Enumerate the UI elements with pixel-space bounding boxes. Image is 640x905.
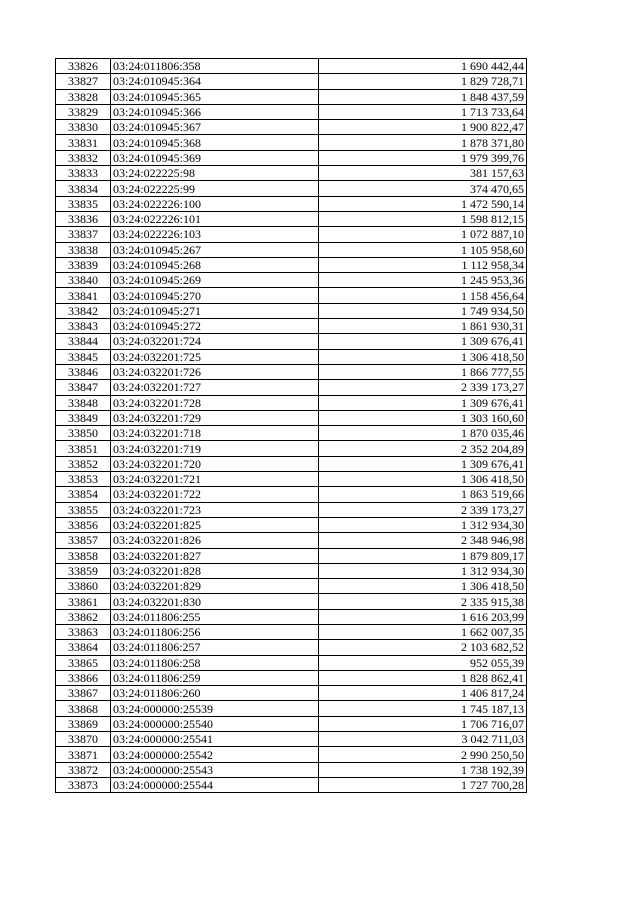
- cadastral-number-cell: 03:24:010945:366: [111, 104, 319, 119]
- row-number-cell: 33858: [56, 548, 111, 563]
- cadastral-value-cell: 1 745 187,13: [319, 701, 527, 716]
- cadastral-value-cell: 1 616 203,99: [319, 609, 527, 624]
- table-row: [56, 670, 527, 685]
- cadastral-number-cell: 03:24:032201:728: [111, 395, 319, 410]
- row-number-cell: 33841: [56, 288, 111, 303]
- row-number-cell: 33867: [56, 686, 111, 701]
- table-row: [56, 762, 527, 777]
- cadastral-value-cell: 1 303 160,60: [319, 410, 527, 425]
- cadastral-number-cell: 03:24:032201:723: [111, 502, 319, 517]
- row-number-cell: 33845: [56, 349, 111, 364]
- cadastral-number-cell: 03:24:011806:255: [111, 609, 319, 624]
- table-row: [56, 732, 527, 747]
- table-row: [56, 120, 527, 135]
- cadastral-number-cell: 03:24:000000:25542: [111, 747, 319, 762]
- cadastral-number-cell: 03:24:032201:727: [111, 380, 319, 395]
- cadastral-value-cell: 1 829 728,71: [319, 74, 527, 89]
- cadastral-number-cell: 03:24:000000:25543: [111, 762, 319, 777]
- row-number-cell: 33860: [56, 579, 111, 594]
- row-number-cell: 33838: [56, 242, 111, 257]
- row-number-cell: 33863: [56, 624, 111, 639]
- table-row: [56, 196, 527, 211]
- table-row: [56, 273, 527, 288]
- table-row: [56, 150, 527, 165]
- cadastral-value-cell: 1 979 399,76: [319, 150, 527, 165]
- cadastral-number-cell: 03:24:010945:365: [111, 89, 319, 104]
- row-number-cell: 33856: [56, 517, 111, 532]
- row-number-cell: 33839: [56, 257, 111, 272]
- cadastral-number-cell: 03:24:010945:267: [111, 242, 319, 257]
- table-row: [56, 181, 527, 196]
- cadastral-value-cell: 1 598 812,15: [319, 211, 527, 226]
- table-row: [56, 426, 527, 441]
- row-number-cell: 33857: [56, 533, 111, 548]
- cadastral-value-cell: 1 112 958,34: [319, 257, 527, 272]
- table-row: [56, 334, 527, 349]
- cadastral-value-cell: 2 990 250,50: [319, 747, 527, 762]
- cadastral-number-cell: 03:24:032201:718: [111, 426, 319, 441]
- table-row: [56, 594, 527, 609]
- cadastral-value-cell: 952 055,39: [319, 655, 527, 670]
- cadastral-number-cell: 03:24:011806:260: [111, 686, 319, 701]
- row-number-cell: 33862: [56, 609, 111, 624]
- cadastral-number-cell: 03:24:022225:98: [111, 166, 319, 181]
- cadastral-number-cell: 03:24:022225:99: [111, 181, 319, 196]
- cadastral-value-cell: 1 406 817,24: [319, 686, 527, 701]
- row-number-cell: 33834: [56, 181, 111, 196]
- table-row: [56, 624, 527, 639]
- cadastral-value-cell: 1 727 700,28: [319, 777, 527, 792]
- cadastral-number-cell: 03:24:010945:368: [111, 135, 319, 150]
- cadastral-value-cell: 1 828 862,41: [319, 670, 527, 685]
- cadastral-value-cell: 1 866 777,55: [319, 364, 527, 379]
- cadastral-number-cell: 03:24:010945:367: [111, 120, 319, 135]
- cadastral-value-cell: 1 738 192,39: [319, 762, 527, 777]
- row-number-cell: 33831: [56, 135, 111, 150]
- row-number-cell: 33864: [56, 640, 111, 655]
- row-number-cell: 33840: [56, 273, 111, 288]
- row-number-cell: 33854: [56, 487, 111, 502]
- table-row: [56, 563, 527, 578]
- cadastral-number-cell: 03:24:011806:256: [111, 624, 319, 639]
- cadastral-number-cell: 03:24:011806:259: [111, 670, 319, 685]
- cadastral-value-cell: 2 335 915,38: [319, 594, 527, 609]
- table-row: [56, 701, 527, 716]
- cadastral-number-cell: 03:24:010945:271: [111, 303, 319, 318]
- table-row: [56, 395, 527, 410]
- row-number-cell: 33872: [56, 762, 111, 777]
- row-number-cell: 33853: [56, 472, 111, 487]
- row-number-cell: 33844: [56, 334, 111, 349]
- cadastral-number-cell: 03:24:032201:826: [111, 533, 319, 548]
- cadastral-value-cell: 1 472 590,14: [319, 196, 527, 211]
- row-number-cell: 33873: [56, 777, 111, 792]
- cadastral-value-cell: 1 309 676,41: [319, 395, 527, 410]
- cadastral-value-table: [55, 58, 527, 793]
- cadastral-number-cell: 03:24:010945:364: [111, 74, 319, 89]
- cadastral-number-cell: 03:24:032201:729: [111, 410, 319, 425]
- cadastral-value-cell: 1 879 809,17: [319, 548, 527, 563]
- cadastral-value-cell: 1 072 887,10: [319, 227, 527, 242]
- table-row: [56, 517, 527, 532]
- cadastral-value-cell: 1 690 442,44: [319, 59, 527, 74]
- cadastral-number-cell: 03:24:032201:724: [111, 334, 319, 349]
- row-number-cell: 33861: [56, 594, 111, 609]
- table-row: [56, 487, 527, 502]
- cadastral-number-cell: 03:24:022226:103: [111, 227, 319, 242]
- table-row: [56, 655, 527, 670]
- table-row: [56, 211, 527, 226]
- row-number-cell: 33835: [56, 196, 111, 211]
- cadastral-value-cell: 1 900 822,47: [319, 120, 527, 135]
- cadastral-number-cell: 03:24:032201:825: [111, 517, 319, 532]
- cadastral-number-cell: 03:24:032201:722: [111, 487, 319, 502]
- cadastral-number-cell: 03:24:000000:25541: [111, 732, 319, 747]
- table-row: [56, 533, 527, 548]
- cadastral-value-cell: 1 158 456,64: [319, 288, 527, 303]
- cadastral-value-cell: 1 662 007,35: [319, 624, 527, 639]
- table-row: [56, 349, 527, 364]
- row-number-cell: 33829: [56, 104, 111, 119]
- row-number-cell: 33843: [56, 319, 111, 334]
- cadastral-value-cell: 1 306 418,50: [319, 579, 527, 594]
- cadastral-value-cell: 1 706 716,07: [319, 716, 527, 731]
- cadastral-number-cell: 03:24:010945:369: [111, 150, 319, 165]
- table-row: [56, 59, 527, 74]
- table-row: [56, 74, 527, 89]
- table-row: [56, 686, 527, 701]
- cadastral-number-cell: 03:24:032201:830: [111, 594, 319, 609]
- row-number-cell: 33826: [56, 59, 111, 74]
- row-number-cell: 33871: [56, 747, 111, 762]
- row-number-cell: 33866: [56, 670, 111, 685]
- cadastral-value-cell: 1 713 733,64: [319, 104, 527, 119]
- cadastral-number-cell: 03:24:022226:101: [111, 211, 319, 226]
- row-number-cell: 33850: [56, 426, 111, 441]
- row-number-cell: 33833: [56, 166, 111, 181]
- cadastral-number-cell: 03:24:032201:719: [111, 441, 319, 456]
- table-row: [56, 441, 527, 456]
- cadastral-number-cell: 03:24:000000:25544: [111, 777, 319, 792]
- table-row: [56, 380, 527, 395]
- cadastral-value-cell: 2 348 946,98: [319, 533, 527, 548]
- row-number-cell: 33848: [56, 395, 111, 410]
- cadastral-value-cell: 2 352 204,89: [319, 441, 527, 456]
- cadastral-number-cell: 03:24:032201:721: [111, 472, 319, 487]
- cadastral-number-cell: 03:24:032201:720: [111, 456, 319, 471]
- cadastral-value-cell: 1 749 934,50: [319, 303, 527, 318]
- row-number-cell: 33832: [56, 150, 111, 165]
- cadastral-number-cell: 03:24:011806:258: [111, 655, 319, 670]
- cadastral-number-cell: 03:24:010945:272: [111, 319, 319, 334]
- cadastral-number-cell: 03:24:022226:100: [111, 196, 319, 211]
- cadastral-value-cell: 2 103 682,52: [319, 640, 527, 655]
- row-number-cell: 33855: [56, 502, 111, 517]
- cadastral-value-cell: 1 105 958,60: [319, 242, 527, 257]
- table-row: [56, 777, 527, 792]
- table-row: [56, 166, 527, 181]
- table-row: [56, 135, 527, 150]
- table-row: [56, 472, 527, 487]
- cadastral-value-cell: 2 339 173,27: [319, 380, 527, 395]
- table-row: [56, 640, 527, 655]
- cadastral-number-cell: 03:24:032201:827: [111, 548, 319, 563]
- cadastral-number-cell: 03:24:000000:25539: [111, 701, 319, 716]
- row-number-cell: 33836: [56, 211, 111, 226]
- row-number-cell: 33870: [56, 732, 111, 747]
- table-row: [56, 242, 527, 257]
- table-row: [56, 89, 527, 104]
- cadastral-value-cell: 1 309 676,41: [319, 334, 527, 349]
- cadastral-number-cell: 03:24:011806:257: [111, 640, 319, 655]
- table-body: [56, 59, 527, 793]
- cadastral-number-cell: 03:24:010945:270: [111, 288, 319, 303]
- table-row: [56, 410, 527, 425]
- table-row: [56, 548, 527, 563]
- row-number-cell: 33865: [56, 655, 111, 670]
- table-row: [56, 579, 527, 594]
- table-row: [56, 747, 527, 762]
- table-row: [56, 364, 527, 379]
- row-number-cell: 33846: [56, 364, 111, 379]
- cadastral-value-cell: 1 870 035,46: [319, 426, 527, 441]
- table-row: [56, 227, 527, 242]
- table-row: [56, 609, 527, 624]
- table-row: [56, 288, 527, 303]
- row-number-cell: 33830: [56, 120, 111, 135]
- row-number-cell: 33869: [56, 716, 111, 731]
- row-number-cell: 33837: [56, 227, 111, 242]
- table-row: [56, 257, 527, 272]
- row-number-cell: 33852: [56, 456, 111, 471]
- cadastral-value-cell: 374 470,65: [319, 181, 527, 196]
- cadastral-value-cell: 1 312 934,30: [319, 517, 527, 532]
- cadastral-value-cell: 1 878 371,80: [319, 135, 527, 150]
- row-number-cell: 33868: [56, 701, 111, 716]
- row-number-cell: 33827: [56, 74, 111, 89]
- cadastral-value-cell: 1 309 676,41: [319, 456, 527, 471]
- cadastral-value-cell: 1 245 953,36: [319, 273, 527, 288]
- row-number-cell: 33847: [56, 380, 111, 395]
- row-number-cell: 33828: [56, 89, 111, 104]
- row-number-cell: 33851: [56, 441, 111, 456]
- row-number-cell: 33849: [56, 410, 111, 425]
- cadastral-value-cell: 1 863 519,66: [319, 487, 527, 502]
- cadastral-value-cell: 1 312 934,30: [319, 563, 527, 578]
- cadastral-number-cell: 03:24:010945:268: [111, 257, 319, 272]
- row-number-cell: 33859: [56, 563, 111, 578]
- table-row: [56, 716, 527, 731]
- cadastral-value-cell: 1 306 418,50: [319, 349, 527, 364]
- cadastral-number-cell: 03:24:010945:269: [111, 273, 319, 288]
- table-row: [56, 319, 527, 334]
- cadastral-value-cell: 1 848 437,59: [319, 89, 527, 104]
- cadastral-value-cell: 381 157,63: [319, 166, 527, 181]
- cadastral-number-cell: 03:24:032201:829: [111, 579, 319, 594]
- cadastral-value-cell: 2 339 173,27: [319, 502, 527, 517]
- cadastral-number-cell: 03:24:000000:25540: [111, 716, 319, 731]
- cadastral-number-cell: 03:24:011806:358: [111, 59, 319, 74]
- table-row: [56, 303, 527, 318]
- cadastral-value-cell: 1 306 418,50: [319, 472, 527, 487]
- table-row: [56, 104, 527, 119]
- cadastral-number-cell: 03:24:032201:725: [111, 349, 319, 364]
- row-number-cell: 33842: [56, 303, 111, 318]
- cadastral-value-cell: 3 042 711,03: [319, 732, 527, 747]
- cadastral-number-cell: 03:24:032201:828: [111, 563, 319, 578]
- cadastral-number-cell: 03:24:032201:726: [111, 364, 319, 379]
- table-row: [56, 502, 527, 517]
- cadastral-value-cell: 1 861 930,31: [319, 319, 527, 334]
- table-row: [56, 456, 527, 471]
